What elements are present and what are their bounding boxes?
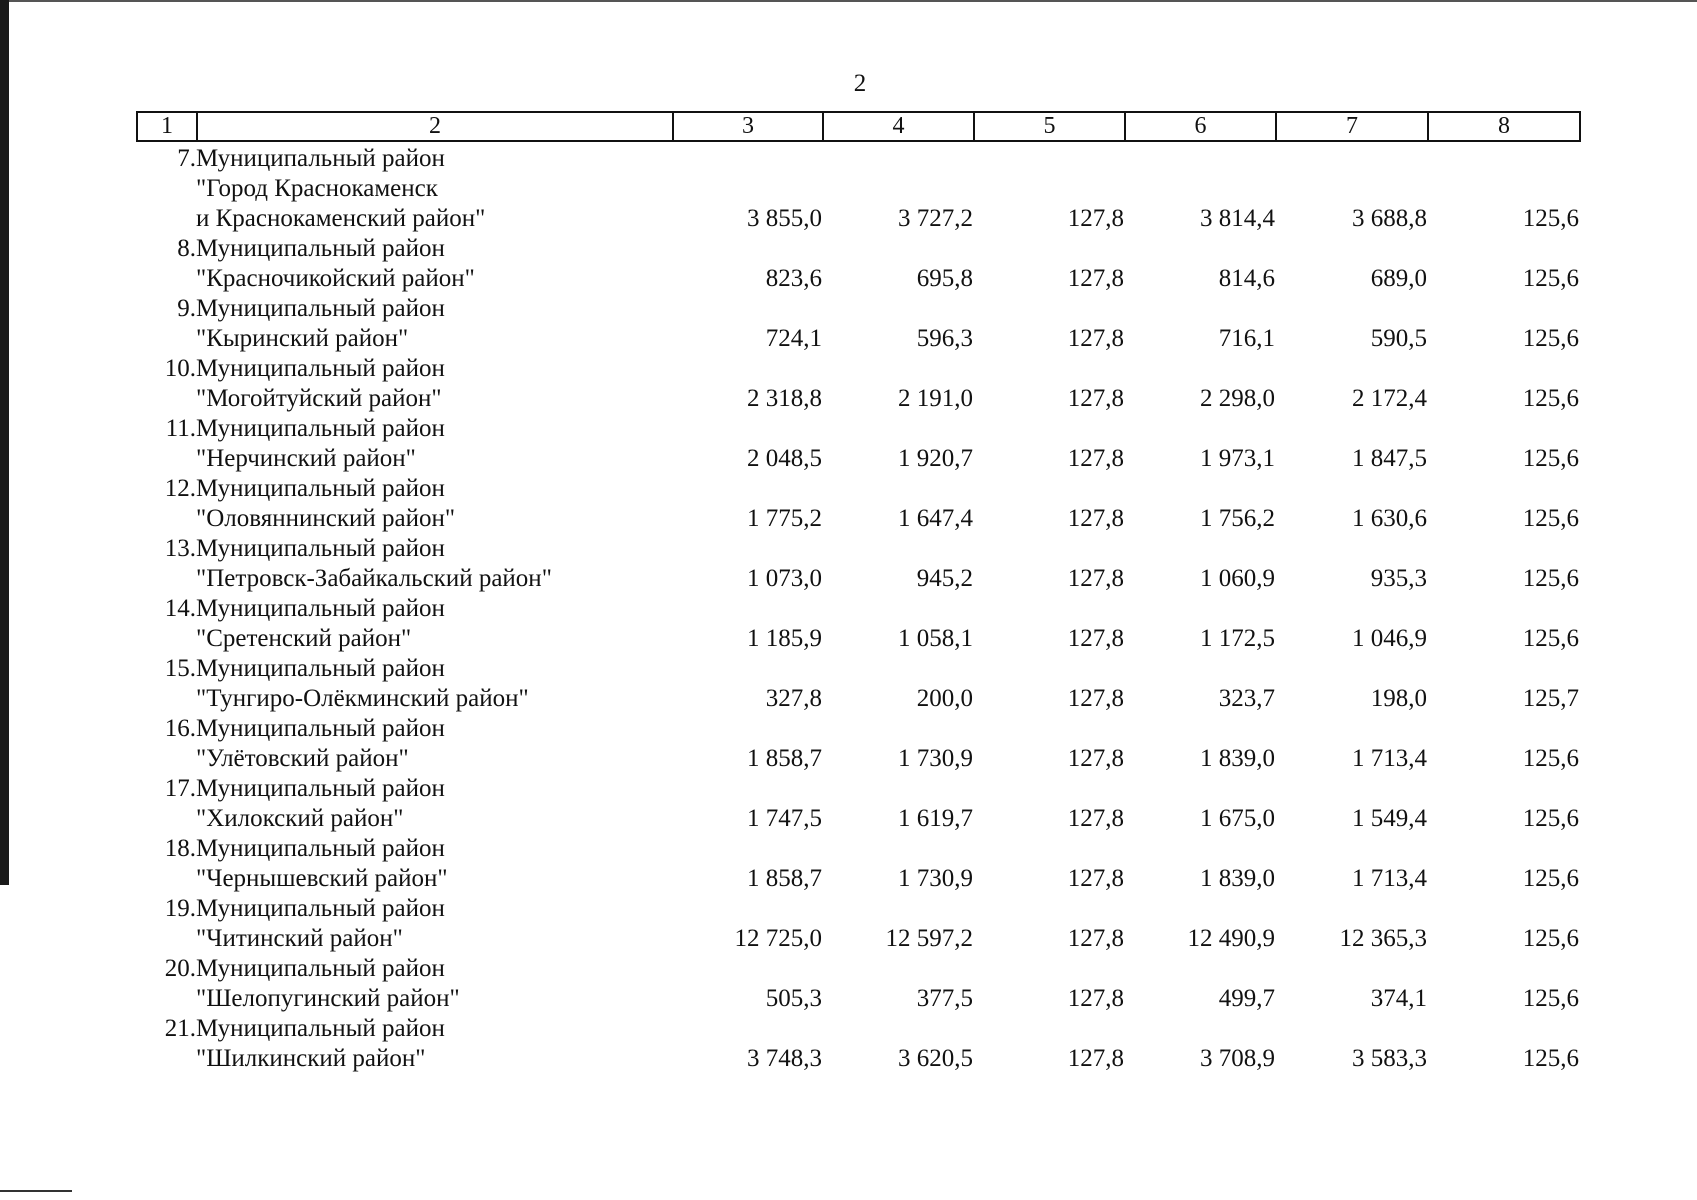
value-col-3: 327,8 xyxy=(765,685,822,712)
row-number-empty xyxy=(136,1044,196,1074)
row-number-empty xyxy=(136,204,196,234)
value-col-3: 1 073,0 xyxy=(747,565,822,592)
value-empty xyxy=(1275,654,1427,684)
value-col-5: 127,8 xyxy=(1067,805,1124,832)
value-empty xyxy=(672,954,822,984)
value-empty xyxy=(1275,954,1427,984)
value-empty xyxy=(822,954,973,984)
value-empty xyxy=(1427,474,1579,504)
row-number-empty xyxy=(136,864,196,894)
value-empty xyxy=(973,534,1124,564)
value-empty xyxy=(1124,654,1275,684)
value-empty xyxy=(973,774,1124,804)
value-empty xyxy=(822,534,973,564)
value-col-3: 724,1 xyxy=(765,325,822,352)
table-row xyxy=(136,384,1579,414)
value-col-6: 1 973,1 xyxy=(1200,445,1275,472)
value-empty xyxy=(822,174,973,204)
value-col-5: 127,8 xyxy=(1067,685,1124,712)
value-col-5: 127,8 xyxy=(1067,925,1124,952)
value-col-4: 695,8 xyxy=(916,265,973,292)
value-col-7: 1 630,6 xyxy=(1352,505,1427,532)
row-number-empty xyxy=(136,264,196,294)
value-col-4: 2 191,0 xyxy=(898,385,973,412)
table-row xyxy=(136,354,1579,384)
value-empty xyxy=(1427,534,1579,564)
value-col-4: 596,3 xyxy=(916,325,973,352)
district-name-line: Муниципальный район xyxy=(196,595,445,622)
value-empty xyxy=(1427,594,1579,624)
value-col-4: 1 647,4 xyxy=(898,505,973,532)
row-number: 9. xyxy=(177,295,196,322)
table-row xyxy=(136,774,1579,804)
value-empty xyxy=(672,1014,822,1044)
value-col-8: 125,6 xyxy=(1522,325,1579,352)
value-empty xyxy=(1124,414,1275,444)
district-name-line: Муниципальный район xyxy=(196,475,445,502)
table-row xyxy=(136,924,1579,954)
value-col-3: 12 725,0 xyxy=(734,925,822,952)
value-empty xyxy=(822,234,973,264)
row-number-empty xyxy=(136,504,196,534)
value-col-5: 127,8 xyxy=(1067,505,1124,532)
value-empty xyxy=(672,294,822,324)
value-empty xyxy=(973,294,1124,324)
district-name-line: Муниципальный район xyxy=(196,715,445,742)
value-empty xyxy=(1275,414,1427,444)
value-col-6: 2 298,0 xyxy=(1200,385,1275,412)
value-col-6: 323,7 xyxy=(1218,685,1275,712)
value-empty xyxy=(1124,714,1275,744)
row-number-empty xyxy=(136,984,196,1014)
value-empty xyxy=(822,834,973,864)
value-col-4: 1 058,1 xyxy=(898,625,973,652)
value-empty xyxy=(973,414,1124,444)
row-number: 7. xyxy=(177,145,196,172)
row-number: 21. xyxy=(164,1015,196,1042)
value-empty xyxy=(672,834,822,864)
row-number-empty xyxy=(136,384,196,414)
value-empty xyxy=(1275,714,1427,744)
table-row xyxy=(136,414,1579,444)
value-empty xyxy=(973,174,1124,204)
row-number: 16. xyxy=(164,715,196,742)
row-number-empty xyxy=(136,744,196,774)
district-name-line: "Оловяннинский район" xyxy=(196,505,456,532)
district-name-line: "Читинский район" xyxy=(196,925,403,952)
column-number-header xyxy=(136,111,1581,142)
table-row xyxy=(136,174,1579,204)
value-empty xyxy=(672,144,822,174)
value-col-8: 125,6 xyxy=(1522,385,1579,412)
value-col-5: 127,8 xyxy=(1067,445,1124,472)
value-empty xyxy=(973,144,1124,174)
row-number-empty xyxy=(136,444,196,474)
value-col-4: 3 620,5 xyxy=(898,1045,973,1072)
value-empty xyxy=(672,354,822,384)
value-col-6: 1 172,5 xyxy=(1200,625,1275,652)
table-row xyxy=(136,984,1579,1014)
value-col-6: 3 814,4 xyxy=(1200,205,1275,232)
value-col-5: 127,8 xyxy=(1067,985,1124,1012)
value-col-7: 374,1 xyxy=(1370,985,1427,1012)
district-name-line: "Чернышевский район" xyxy=(196,865,448,892)
value-empty xyxy=(1275,894,1427,924)
value-empty xyxy=(1275,144,1427,174)
value-col-8: 125,6 xyxy=(1522,445,1579,472)
table-row xyxy=(136,894,1579,924)
value-col-4: 200,0 xyxy=(916,685,973,712)
value-empty xyxy=(1124,594,1275,624)
value-empty xyxy=(1124,534,1275,564)
value-empty xyxy=(973,1014,1124,1044)
value-empty xyxy=(1427,294,1579,324)
value-empty xyxy=(1427,234,1579,264)
page-bottom-rule xyxy=(0,1190,72,1192)
value-col-5: 127,8 xyxy=(1067,265,1124,292)
value-empty xyxy=(1124,294,1275,324)
value-empty xyxy=(1427,144,1579,174)
value-empty xyxy=(822,714,973,744)
district-name-line: Муниципальный район xyxy=(196,415,445,442)
value-empty xyxy=(1275,774,1427,804)
value-col-4: 12 597,2 xyxy=(885,925,973,952)
district-name-line: и Краснокаменский район" xyxy=(196,205,486,232)
value-col-8: 125,6 xyxy=(1522,925,1579,952)
value-empty xyxy=(1427,654,1579,684)
value-col-3: 505,3 xyxy=(765,985,822,1012)
value-col-8: 125,6 xyxy=(1522,205,1579,232)
value-col-4: 377,5 xyxy=(916,985,973,1012)
table-row xyxy=(136,1014,1579,1044)
table-row xyxy=(136,444,1579,474)
value-empty xyxy=(822,894,973,924)
table-row xyxy=(136,474,1579,504)
row-number-empty xyxy=(136,804,196,834)
value-empty xyxy=(1275,834,1427,864)
value-empty xyxy=(822,1014,973,1044)
value-col-5: 127,8 xyxy=(1067,205,1124,232)
value-col-8: 125,6 xyxy=(1522,565,1579,592)
table-row xyxy=(136,234,1579,264)
value-empty xyxy=(1124,144,1275,174)
value-empty xyxy=(1275,354,1427,384)
value-empty xyxy=(1427,174,1579,204)
row-number: 12. xyxy=(164,475,196,502)
value-empty xyxy=(1275,534,1427,564)
value-col-8: 125,7 xyxy=(1522,685,1579,712)
table-row xyxy=(136,534,1579,564)
table-row xyxy=(136,654,1579,684)
district-name-line: Муниципальный район xyxy=(196,955,445,982)
value-empty xyxy=(973,594,1124,624)
row-number-empty xyxy=(136,624,196,654)
district-name-line: "Кыринский район" xyxy=(196,325,409,352)
row-number: 14. xyxy=(164,595,196,622)
row-number: 17. xyxy=(164,775,196,802)
value-empty xyxy=(672,474,822,504)
value-col-4: 1 920,7 xyxy=(898,445,973,472)
row-number-empty xyxy=(136,684,196,714)
value-col-4: 1 730,9 xyxy=(898,745,973,772)
value-col-7: 3 688,8 xyxy=(1352,205,1427,232)
table-row xyxy=(136,504,1579,534)
value-col-7: 1 713,4 xyxy=(1352,865,1427,892)
table-row xyxy=(136,804,1579,834)
value-empty xyxy=(1124,474,1275,504)
table-row xyxy=(136,204,1579,234)
table-row xyxy=(136,684,1579,714)
district-name-line: "Могойтуйский район" xyxy=(196,385,442,412)
value-col-7: 1 713,4 xyxy=(1352,745,1427,772)
value-empty xyxy=(822,594,973,624)
district-name-line: "Красночикойский район" xyxy=(196,265,475,292)
value-empty xyxy=(672,414,822,444)
value-empty xyxy=(1124,774,1275,804)
value-col-8: 125,6 xyxy=(1522,985,1579,1012)
table-row xyxy=(136,834,1579,864)
value-col-8: 125,6 xyxy=(1522,505,1579,532)
page-top-rule xyxy=(0,0,1697,2)
table-row xyxy=(136,264,1579,294)
value-col-4: 945,2 xyxy=(916,565,973,592)
value-empty xyxy=(1275,174,1427,204)
value-empty xyxy=(672,774,822,804)
district-name-line: "Шелопугинский район" xyxy=(196,985,460,1012)
value-col-6: 1 839,0 xyxy=(1200,745,1275,772)
value-col-3: 3 748,3 xyxy=(747,1045,822,1072)
row-number-empty xyxy=(136,924,196,954)
district-name-line: "Улётовский район" xyxy=(196,745,409,772)
value-col-7: 2 172,4 xyxy=(1352,385,1427,412)
district-name-line: "Шилкинский район" xyxy=(196,1045,426,1072)
value-col-6: 814,6 xyxy=(1218,265,1275,292)
row-number: 13. xyxy=(164,535,196,562)
table-row xyxy=(136,954,1579,984)
value-col-4: 3 727,2 xyxy=(898,205,973,232)
value-col-3: 823,6 xyxy=(765,265,822,292)
value-col-3: 2 318,8 xyxy=(747,385,822,412)
value-col-3: 2 048,5 xyxy=(747,445,822,472)
value-col-7: 689,0 xyxy=(1370,265,1427,292)
row-number: 18. xyxy=(164,835,196,862)
value-empty xyxy=(1427,894,1579,924)
district-name-line: Муниципальный район xyxy=(196,835,445,862)
value-empty xyxy=(1124,234,1275,264)
value-empty xyxy=(1124,1014,1275,1044)
value-empty xyxy=(973,954,1124,984)
value-col-7: 1 549,4 xyxy=(1352,805,1427,832)
value-col-7: 198,0 xyxy=(1370,685,1427,712)
value-empty xyxy=(973,654,1124,684)
value-col-5: 127,8 xyxy=(1067,385,1124,412)
value-empty xyxy=(672,654,822,684)
data-table xyxy=(136,144,1579,1074)
value-empty xyxy=(973,714,1124,744)
value-col-8: 125,6 xyxy=(1522,1045,1579,1072)
column-header-2: 2 xyxy=(197,112,673,141)
value-empty xyxy=(1427,954,1579,984)
value-col-5: 127,8 xyxy=(1067,625,1124,652)
value-col-3: 1 775,2 xyxy=(747,505,822,532)
table-row xyxy=(136,744,1579,774)
value-empty xyxy=(1275,1014,1427,1044)
column-header-4: 4 xyxy=(823,112,974,141)
column-header-8: 8 xyxy=(1428,112,1580,141)
table-row xyxy=(136,294,1579,324)
value-col-6: 1 756,2 xyxy=(1200,505,1275,532)
table-row xyxy=(136,144,1579,174)
value-empty xyxy=(672,894,822,924)
value-empty xyxy=(672,234,822,264)
value-col-6: 3 708,9 xyxy=(1200,1045,1275,1072)
value-empty xyxy=(822,654,973,684)
value-col-7: 1 847,5 xyxy=(1352,445,1427,472)
district-name-line: Муниципальный район xyxy=(196,895,445,922)
value-empty xyxy=(1427,774,1579,804)
district-name-line: "Хилокский район" xyxy=(196,805,404,832)
value-empty xyxy=(973,474,1124,504)
table-row xyxy=(136,624,1579,654)
table-row xyxy=(136,324,1579,354)
table-row xyxy=(136,594,1579,624)
value-col-3: 1 185,9 xyxy=(747,625,822,652)
row-number: 8. xyxy=(177,235,196,262)
value-empty xyxy=(1275,234,1427,264)
district-name-line: Муниципальный район xyxy=(196,235,445,262)
value-empty xyxy=(1427,714,1579,744)
value-col-8: 125,6 xyxy=(1522,625,1579,652)
value-col-7: 590,5 xyxy=(1370,325,1427,352)
value-col-3: 1 747,5 xyxy=(747,805,822,832)
value-empty xyxy=(973,354,1124,384)
value-empty xyxy=(1427,414,1579,444)
value-col-5: 127,8 xyxy=(1067,1045,1124,1072)
table-row xyxy=(136,1044,1579,1074)
value-empty xyxy=(1275,474,1427,504)
value-col-7: 935,3 xyxy=(1370,565,1427,592)
value-col-6: 12 490,9 xyxy=(1187,925,1275,952)
value-col-6: 499,7 xyxy=(1218,985,1275,1012)
value-empty xyxy=(973,234,1124,264)
value-empty xyxy=(822,774,973,804)
value-col-6: 1 839,0 xyxy=(1200,865,1275,892)
district-name-line: "Тунгиро-Олёкминский район" xyxy=(196,685,529,712)
value-col-5: 127,8 xyxy=(1067,325,1124,352)
district-name-line: "Сретенский район" xyxy=(196,625,412,652)
value-col-6: 716,1 xyxy=(1218,325,1275,352)
value-empty xyxy=(1124,894,1275,924)
value-col-6: 1 060,9 xyxy=(1200,565,1275,592)
value-col-4: 1 619,7 xyxy=(898,805,973,832)
value-empty xyxy=(672,594,822,624)
value-col-5: 127,8 xyxy=(1067,865,1124,892)
row-number: 19. xyxy=(164,895,196,922)
value-col-5: 127,8 xyxy=(1067,745,1124,772)
page-number: 2 xyxy=(853,70,867,97)
value-empty xyxy=(672,714,822,744)
value-empty xyxy=(1427,1014,1579,1044)
value-empty xyxy=(822,354,973,384)
column-header-7: 7 xyxy=(1276,112,1428,141)
row-number: 11. xyxy=(165,415,196,442)
district-name-line: Муниципальный район xyxy=(196,295,445,322)
value-col-8: 125,6 xyxy=(1522,265,1579,292)
district-name-line: Муниципальный район xyxy=(196,535,445,562)
row-number-empty xyxy=(136,324,196,354)
district-name-line: Муниципальный район xyxy=(196,145,445,172)
value-empty xyxy=(1124,954,1275,984)
column-header-1: 1 xyxy=(137,112,197,141)
district-name-line: "Нерчинский район" xyxy=(196,445,416,472)
value-col-7: 3 583,3 xyxy=(1352,1045,1427,1072)
value-empty xyxy=(1124,834,1275,864)
value-col-8: 125,6 xyxy=(1522,865,1579,892)
district-name-line: Муниципальный район xyxy=(196,655,445,682)
district-name-line: Муниципальный район xyxy=(196,355,445,382)
value-empty xyxy=(1275,294,1427,324)
row-number: 15. xyxy=(164,655,196,682)
column-header-5: 5 xyxy=(974,112,1125,141)
row-number-empty xyxy=(136,174,196,204)
district-name-line: Муниципальный район xyxy=(196,1015,445,1042)
value-col-5: 127,8 xyxy=(1067,565,1124,592)
row-number: 20. xyxy=(164,955,196,982)
value-col-7: 12 365,3 xyxy=(1339,925,1427,952)
district-name-line: "Петровск-Забайкальский район" xyxy=(196,565,552,592)
page-left-edge xyxy=(0,0,9,885)
value-col-3: 3 855,0 xyxy=(747,205,822,232)
value-col-3: 1 858,7 xyxy=(747,865,822,892)
value-col-8: 125,6 xyxy=(1522,745,1579,772)
row-number: 10. xyxy=(164,355,196,382)
value-empty xyxy=(672,174,822,204)
value-empty xyxy=(1124,354,1275,384)
value-empty xyxy=(1275,594,1427,624)
value-empty xyxy=(822,414,973,444)
table-row xyxy=(136,714,1579,744)
value-empty xyxy=(822,144,973,174)
column-header-6: 6 xyxy=(1125,112,1276,141)
value-empty xyxy=(822,294,973,324)
value-empty xyxy=(822,474,973,504)
value-empty xyxy=(672,534,822,564)
table-row xyxy=(136,864,1579,894)
value-col-8: 125,6 xyxy=(1522,805,1579,832)
value-empty xyxy=(973,894,1124,924)
value-col-6: 1 675,0 xyxy=(1200,805,1275,832)
table-row xyxy=(136,564,1579,594)
value-empty xyxy=(1427,354,1579,384)
value-empty xyxy=(1124,174,1275,204)
row-number-empty xyxy=(136,564,196,594)
column-header-3: 3 xyxy=(673,112,823,141)
value-col-7: 1 046,9 xyxy=(1352,625,1427,652)
district-name-line: Муниципальный район xyxy=(196,775,445,802)
district-name-line: "Город Краснокаменск xyxy=(196,175,438,202)
value-empty xyxy=(1427,834,1579,864)
value-col-4: 1 730,9 xyxy=(898,865,973,892)
value-col-3: 1 858,7 xyxy=(747,745,822,772)
value-empty xyxy=(973,834,1124,864)
